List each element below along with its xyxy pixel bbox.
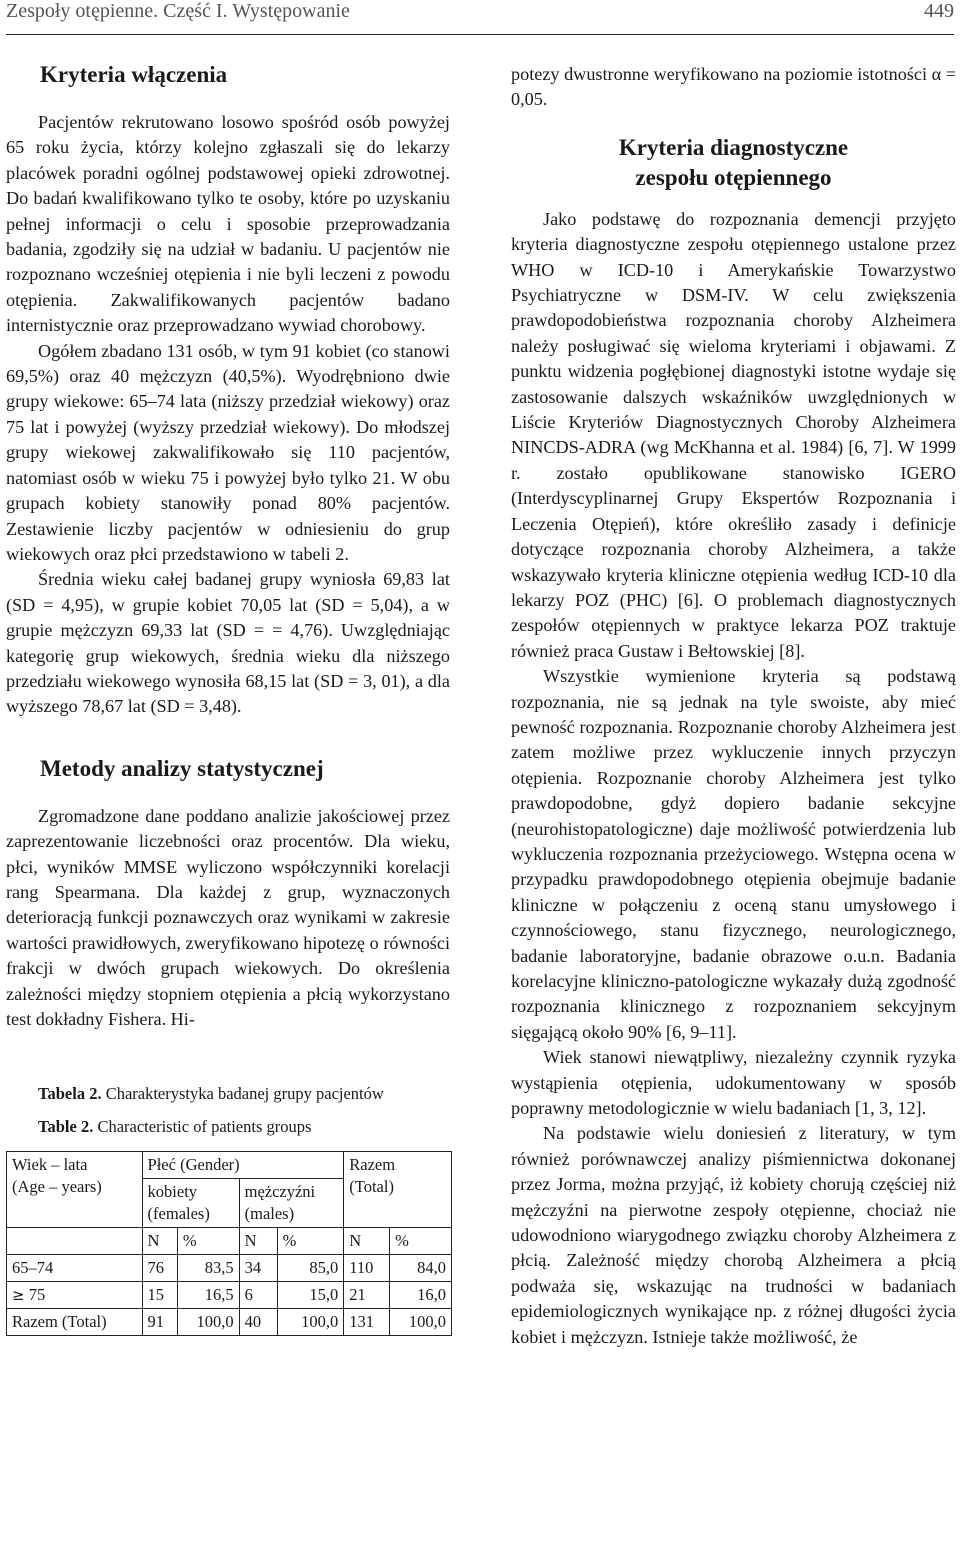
section-title-statistical-methods: Metody analizy statystycznej [40, 755, 324, 781]
cell-males-pct: 85,0 [277, 1255, 344, 1282]
unit-pct: % [390, 1228, 452, 1255]
paragraph-alzheimer-diagnosis: Wszystkie wymienione kryteria są podstawą rozpoznania, nie są jednak na tyle swoiste, aby mieć pewność rozpoznania. Rozpoznanie choroby Alzheimera jest zatem możliwe przez wykluczenie innych przyczyn otępienia. Rozpoznanie choroby Alzheimera jest tylko prawdopodobne, gdyż dopiero badanie sekcyjne (neurohistopatologiczne) daje możliwość potwierdzenia lub wykluczenia rozpoznania przeżyciowego. Wstępna ocena w przypadku prawdopodobnego otępienia obejmuje badanie kliniczne w połączeniu z oceną stanu umysłowego i czynnościowego, stanu fizycznego, neurologicznego, badanie laboratoryjne, badanie obrazowe o.u.n. Badania korelacyjne kliniczno-patologiczne wykazały dużą zgodność rozpoznania klinicznego z rozpoznaniem sekcyjnym sięgającą około 90% [6, 9–11]. [511, 666, 956, 1042]
cell-total-n: 110 [344, 1255, 390, 1282]
header-females-en: (females) [147, 1204, 210, 1224]
header-males [239, 1179, 344, 1228]
table-units-row [7, 1228, 452, 1255]
section-title-diagnostic-criteria [511, 133, 956, 193]
paragraph-sample-size: Ogółem zbadano 131 osób, w tym 91 kobiet (co stanowi 69,5%) oraz 40 mężczyzn (40,5%). Wyodrębniono dwie grupy wiekowe: 65–74 lata (niższy przedział wiekowy) oraz 75 lat i powyżej (wyższy przedział wiekowy). Do młodszej grupy wiekowej zakwalifikowało się 110 pacjentów, natomiast osób w wieku 75 i powyżej było tylko 21. W obu grupach kobiety stanowiły ponad 80% pacjentów. Zestawienie liczby pacjentów w odniesieniu do grup wiekowych oraz płci przedstawiono w tabeli 2. [6, 340, 450, 564]
cell-females-pct: 83,5 [177, 1255, 239, 1282]
header-females-pl: kobiety [147, 1182, 198, 1202]
table-caption-en-text: Characteristic of patients groups [93, 1117, 312, 1137]
left-column [6, 60, 450, 1336]
cell-total-pct: 16,0 [390, 1282, 452, 1309]
paragraph-recruitment: Pacjentów rekrutowano losowo spośród osób powyżej 65 roku życia, którzy kolejno zgłaszali się do lekarzy placówek poradni ogólnej podstawowej opieki zdrowotnej. Do badań kwalifikowano tylko te osoby, które po uzyskaniu pełnej informacji o celu i sposobie przeprowadzania badania, zgodziły się na udział w badaniu. U pacjentów nie rozpoznano wcześniej otępienia i nie byli leczeni z powodu otępienia. Zakwalifikowanych pacjentów badano internistycznie oraz przeprowadzano wywiad chorobowy. [6, 112, 450, 336]
cell-males-pct: 100,0 [277, 1309, 344, 1336]
units-empty [7, 1228, 143, 1255]
cell-age [7, 1282, 143, 1309]
patients-table [6, 1151, 452, 1336]
unit-pct: % [277, 1228, 344, 1255]
header-age-en: (Age – years) [12, 1177, 102, 1197]
unit-n: N [239, 1228, 277, 1255]
header-males-en: (males) [244, 1204, 295, 1224]
page-number: 449 [924, 0, 954, 22]
section-title-line-1: Kryteria diagnostyczne [618, 134, 849, 160]
header-total-en: (Total) [349, 1177, 394, 1197]
cell-females-n: 91 [142, 1309, 177, 1336]
page-header [6, 0, 954, 35]
unit-pct: % [177, 1228, 239, 1255]
table-caption-pl-text: Charakterystyka badanej grupy pacjentów [101, 1084, 384, 1104]
unit-n: N [142, 1228, 177, 1255]
cell-total-pct: 84,0 [390, 1255, 452, 1282]
cell-females-n: 76 [142, 1255, 177, 1282]
cell-age-value: 75 [28, 1285, 46, 1305]
section-title-inclusion-criteria: Kryteria włączenia [40, 62, 228, 87]
paragraph-hypotheses: potezy dwustronne weryfikowano na poziomie istotności α = 0,05. [511, 64, 956, 110]
cell-males-n: 6 [239, 1282, 277, 1309]
paragraph-statistical-methods: Zgromadzone dane poddano analizie jakościowej przez zaprezentowanie liczebności oraz procentów. Dla wieku, płci, wyników MMSE wyliczono współczynniki korelacji rang Spearmana. Dla każdej z grup, wyznaczonych deterioracją funkcji poznawczych oraz wynikami w zakresie wartości prawidłowych, zweryfikowano hipotezę o równości frakcji w dwóch grupach wiekowych. Do określenia zależności między stopniem otępienia a płcią wykorzystano test dokładny Fishera. Hi- [6, 805, 450, 1029]
unit-n: N [344, 1228, 390, 1255]
cell-total-n: 131 [344, 1309, 390, 1336]
table-header-row [7, 1152, 452, 1179]
table-row [7, 1309, 452, 1336]
header-age-pl: Wiek – lata [12, 1155, 88, 1175]
cell-total-n: 21 [344, 1282, 390, 1309]
cell-females-pct: 100,0 [177, 1309, 239, 1336]
cell-males-pct: 15,0 [277, 1282, 344, 1309]
right-column [511, 62, 956, 1350]
running-title: Zespoły otępienne. Część I. Występowanie [6, 0, 350, 22]
paragraph-age-risk: Wiek stanowi niewątpliwy, niezależny czynnik ryzyka wystąpienia otępienia, udokumentowany w sposób poprawny metodologicznie w wielu badaniach [1, 3, 12]. [511, 1047, 956, 1119]
cell-age: Razem (Total) [7, 1309, 143, 1336]
table-caption-pl-label: Tabela 2. [38, 1084, 102, 1104]
cell-females-pct: 16,5 [177, 1282, 239, 1309]
table-caption-en-label: Table 2. [38, 1117, 94, 1137]
header-age [7, 1152, 143, 1228]
header-total-pl: Razem [349, 1155, 396, 1175]
cell-males-n: 34 [239, 1255, 277, 1282]
paragraph-gender-risk: Na podstawie wielu doniesień z literatury, w tym również porównawczej analizy piśmiennictwa dokonanej przez Jorma, można przyjąć, iż kobiety chorują częściej niż mężczyźni na pierwotne zespoły otępienne, chociaż nie udowodniono wiarygodnego związku choroby Alzheimera z płcią. Zależność między chorobą Alzheimera a płcią podważa się, wskazując na trudności w badaniach epidemiologicznych wynikające np. z różnej długości życia kobiet i mężczyzn. Istnieje także możliwość, że [511, 1123, 956, 1347]
header-males-pl: mężczyźni [244, 1182, 316, 1202]
greater-equal-symbol: ≥ [12, 1286, 25, 1305]
header-gender: Płeć (Gender) [142, 1152, 344, 1179]
cell-age: 65–74 [7, 1255, 143, 1282]
header-females [142, 1179, 239, 1228]
section-title-line-2: zespołu otępiennego [635, 164, 832, 190]
table-row [7, 1255, 452, 1282]
paragraph-diagnostic-criteria: Jako podstawę do rozpoznania demencji przyjęto kryteria diagnostyczne zespołu otępiennego ustalone przez WHO w ICD-10 i Amerykańskie Towarzystwo Psychiatryczne w DSM-IV. W celu zwiększenia prawdopodobieństwa rozpoznania choroby Alzheimera należy posługiwać się wieloma kryteriami i objawami. Z punktu widzenia pogłębionej diagnostyki istotne wydaje się zastosowanie dalszych wskaźników uwzględnionych w Liście Kryteriów Diagnostycznych Choroby Alzheimera NINCDS-ADRA (wg McKhanna et al. 1984) [6, 7]. W 1999 r. zostało opublikowane stanowisko IGERO (Interdyscyplinarnej Grupy Ekspertów Rozpoznania i Leczenia Otępień), które określiło zasady i definicje dotyczące rozpoznania choroby Alzheimera, a także wskazywało kryteria kliniczne otępienia według ICD-10 dla lekarzy POZ (PHC) [6]. O problemach diagnostycznych zespołów otępiennych w praktyce lekarza POZ traktuje również praca Gustaw i Bełtowskiej [8]. [511, 208, 956, 661]
paragraph-mean-age: Średnia wieku całej badanej grupy wyniosła 69,83 lat (SD = 4,95), w grupie kobiet 70,05 lat (SD = 5,04), a w grupie mężczyzn 69,33 lat (SD = = 4,76). Uwzględniając kategorię grup wiekowych, średnia wieku dla niższego przedziału wiekowego wynosiła 68,15 lat (SD = 3, 01), a dla wyższego 78,67 lat (SD = 3,48). [6, 569, 450, 717]
table-caption-pl [6, 1084, 450, 1104]
cell-males-n: 40 [239, 1309, 277, 1336]
cell-total-pct: 100,0 [390, 1309, 452, 1336]
table-caption-en [6, 1117, 450, 1137]
cell-females-n: 15 [142, 1282, 177, 1309]
table-row [7, 1282, 452, 1309]
header-total [344, 1152, 452, 1228]
